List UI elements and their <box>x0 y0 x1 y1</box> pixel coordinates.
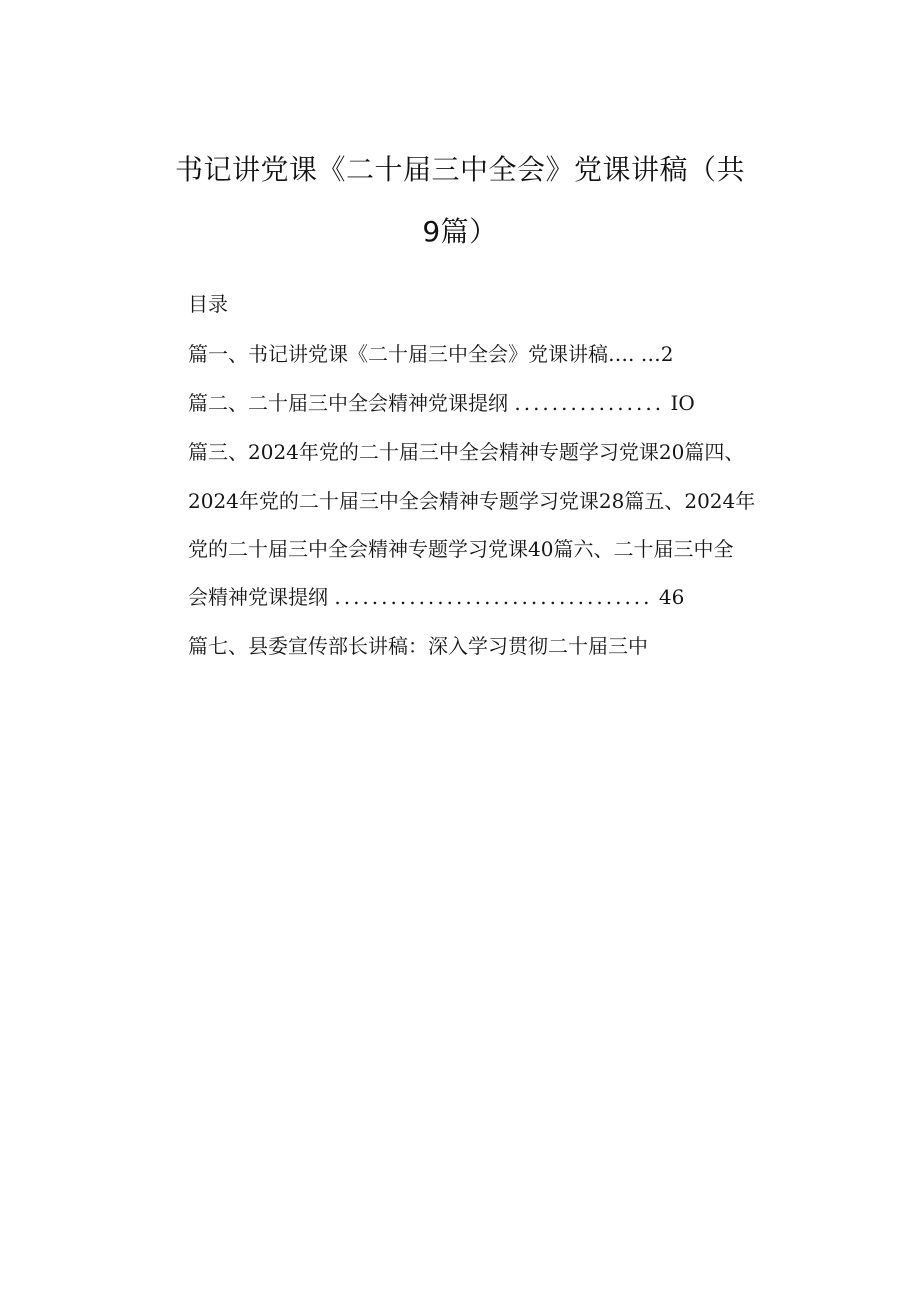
document-title-line-1: 书记讲党课《二十届三中全会》党课讲稿（共 <box>174 153 745 186</box>
toc-entry-3-text: 篇三、2024年党的二十届三中全会精神专题学习党课20篇四、 <box>188 440 745 464</box>
toc-entry-2-leader: ................ <box>514 391 665 415</box>
toc-entry-6-page: 46 <box>658 585 685 609</box>
toc-entry-7 <box>188 630 648 659</box>
toc-entry-5-text: 党的二十届三中全会精神专题学习党课40篇六、二十届三中全 <box>188 537 734 561</box>
toc-entry-1 <box>188 338 673 367</box>
toc-entry-4 <box>188 485 755 514</box>
toc-entry-2-text: 篇二、二十届三中全会精神党课提纲 <box>188 391 508 415</box>
toc-entry-7-text: 篇七、县委宣传部长讲稿：深入学习贯彻二十届三中 <box>188 634 648 658</box>
toc-entry-3 <box>188 436 744 465</box>
toc-entry-4-text: 2024年党的二十届三中全会精神专题学习党课28篇五、2024年 <box>188 489 756 513</box>
toc-entry-6-text: 会精神党课提纲 <box>188 585 328 609</box>
toc-entry-6-leader: .................................. <box>334 585 653 609</box>
toc-heading: 目录 <box>188 292 228 316</box>
toc-entry-2 <box>188 387 695 416</box>
toc-entry-5 <box>188 533 733 562</box>
toc-entry-6 <box>188 581 684 610</box>
document-title-line-2: 9篇） <box>422 215 498 248</box>
toc-entry-1-text: 篇一、书记讲党课《二十届三中全会》党课讲稿…. …2 <box>188 342 674 366</box>
toc-entry-2-page: IO <box>670 391 695 415</box>
